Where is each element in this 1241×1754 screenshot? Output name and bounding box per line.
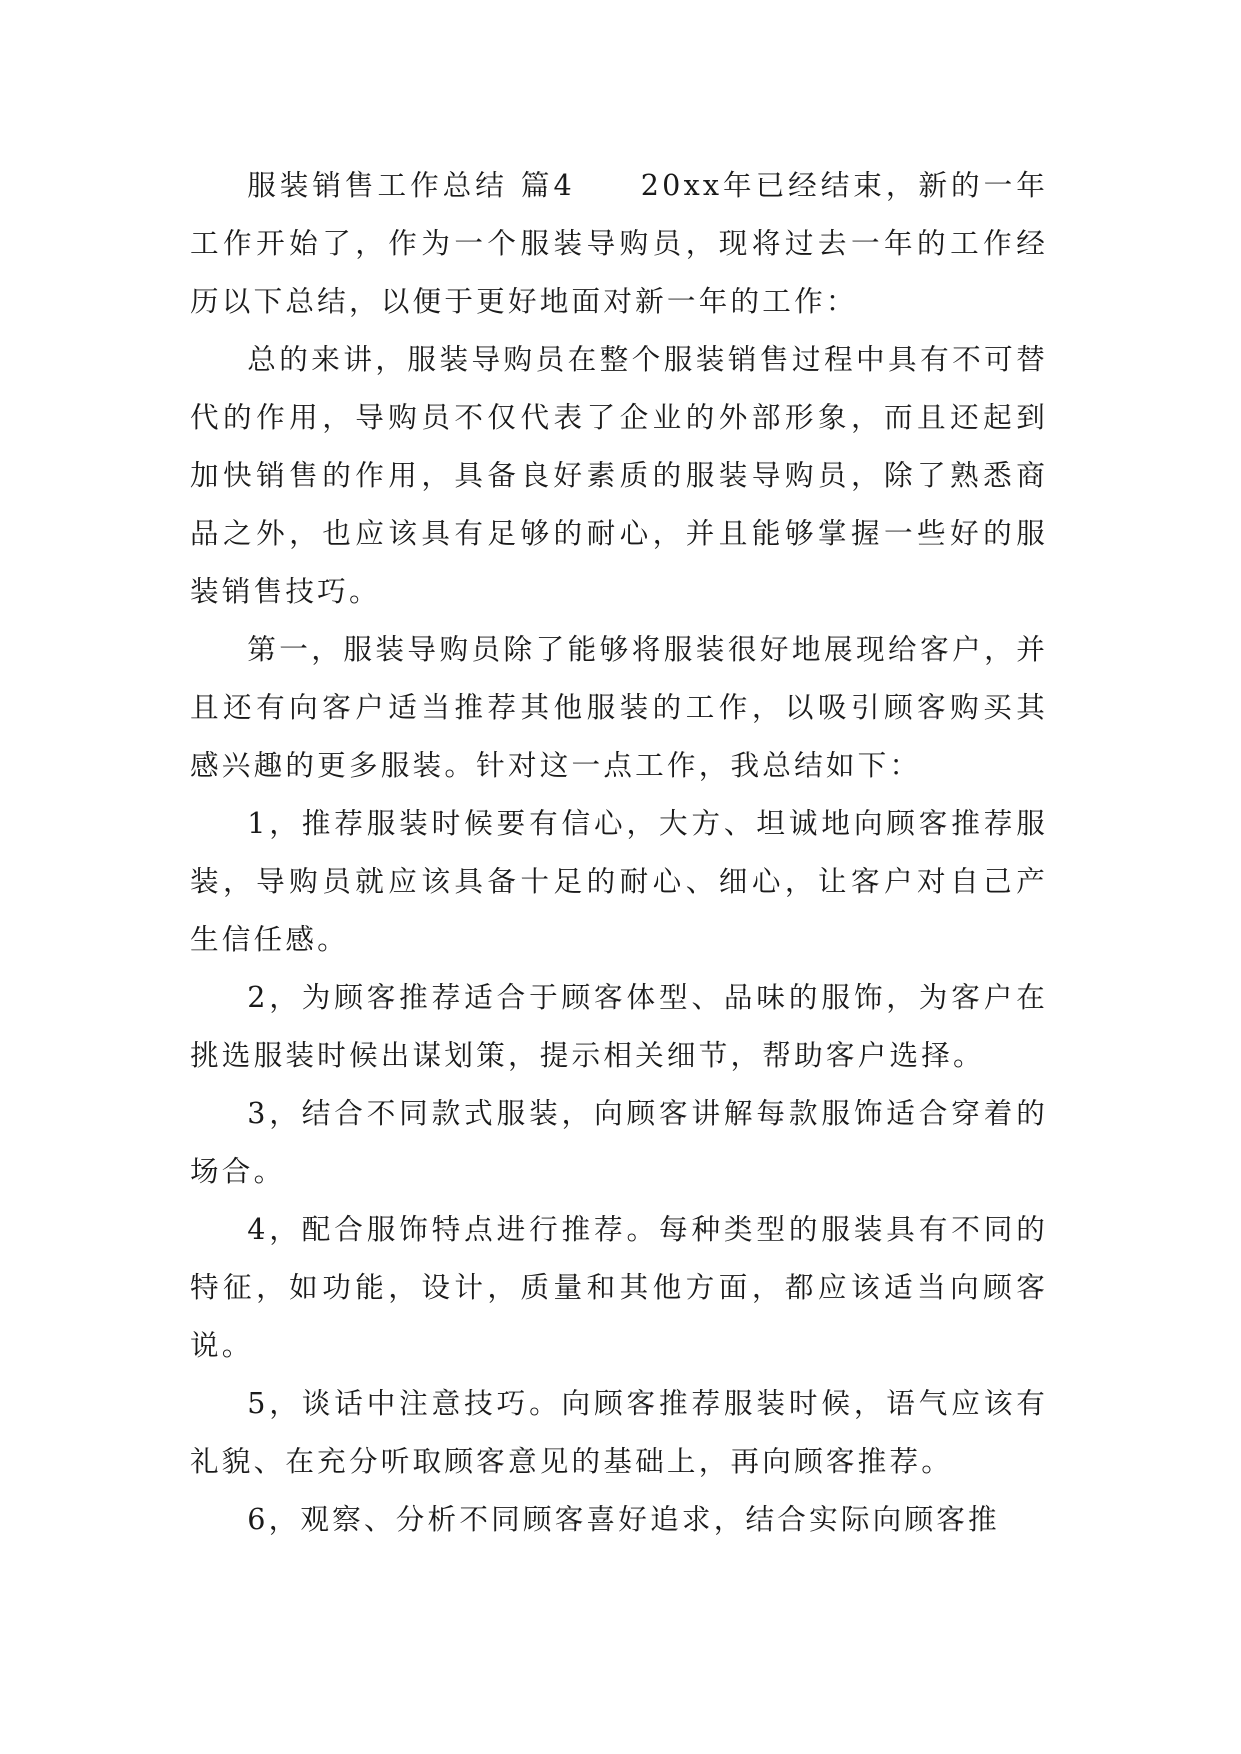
- list-item-1: 1，推荐服装时候要有信心，大方、坦诚地向顾客推荐服装，导购员就应该具备十足的耐心、细心，让客户对自己产生信任感。: [190, 806, 1048, 956]
- list-item-2: 2，为顾客推荐适合于顾客体型、品味的服饰，为客户在挑选服装时候出谋划策，提示相关细节，帮助客户选择。: [190, 980, 1048, 1072]
- list-item-6: 6，观察、分析不同顾客喜好追求，结合实际向顾客推: [247, 1502, 1000, 1536]
- list-item-5: 5，谈话中注意技巧。向顾客推荐服装时候，语气应该有礼貌、在充分听取顾客意见的基础上，再向顾客推荐。: [190, 1386, 1048, 1478]
- paragraph-overview: 总的来讲，服装导购员在整个服装销售过程中具有不可替代的作用，导购员不仅代表了企业的外部形象，而且还起到加快销售的作用，具备良好素质的服装导购员，除了熟悉商品之外，也应该具有足够的耐心，并且能够掌握一些好的服装销售技巧。: [190, 342, 1048, 608]
- list-item-4: 4，配合服饰特点进行推荐。每种类型的服装具有不同的特征，如功能，设计，质量和其他方面，都应该适当向顾客说。: [190, 1212, 1048, 1362]
- document-body: [190, 156, 1048, 1548]
- list-item-3: 3，结合不同款式服装，向顾客讲解每款服饰适合穿着的场合。: [190, 1096, 1048, 1188]
- paragraph-first-point: 第一，服装导购员除了能够将服装很好地展现给客户，并且还有向客户适当推荐其他服装的工作，以吸引顾客购买其感兴趣的更多服装。针对这一点工作，我总结如下：: [190, 632, 1048, 782]
- paragraph-intro: 服装销售工作总结 篇4 20xx年已经结束，新的一年工作开始了，作为一个服装导购员，现将过去一年的工作经历以下总结，以便于更好地面对新一年的工作：: [190, 168, 1048, 318]
